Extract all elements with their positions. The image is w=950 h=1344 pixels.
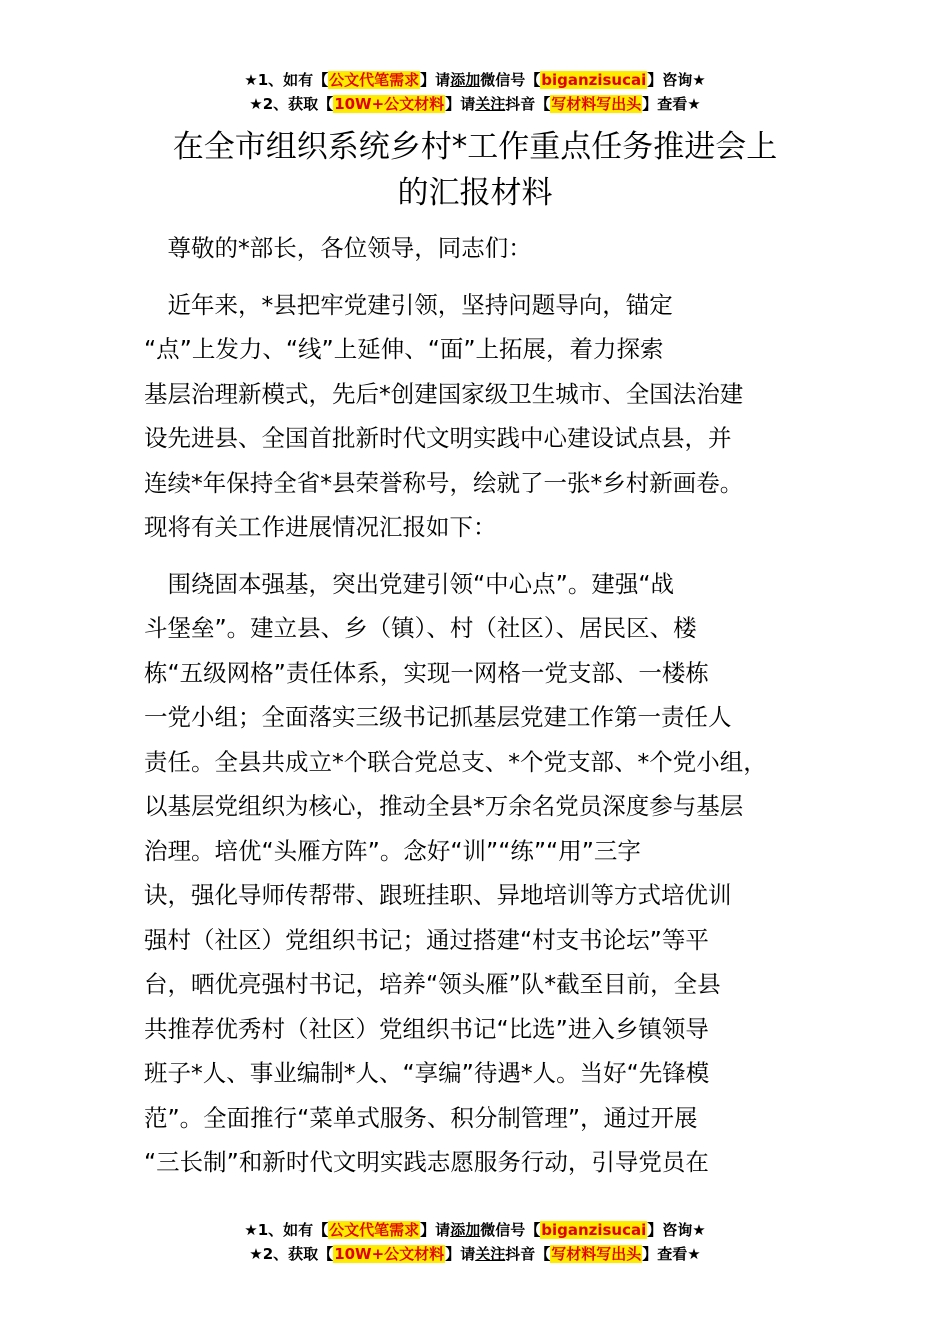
promo-text: 抖音【 <box>505 1245 551 1263</box>
paragraph-line: 责任。全县共成立*个联合党总支、*个党支部、*个党小组， <box>144 747 767 776</box>
paragraph-line: 围绕固本强基，突出党建引领“中心点”。建强“战 <box>144 569 675 598</box>
promo-text: ★1、如有【 <box>244 1221 329 1239</box>
paragraph-line: 强村（社区）党组织书记；通过搭建“村支书论坛”等平 <box>144 925 709 954</box>
promo-line-2 <box>0 92 950 116</box>
paragraph <box>144 562 834 1185</box>
paragraph-line: “点”上发力、“线”上延伸、“面”上拓展，着力探索 <box>144 335 664 363</box>
paragraph-line: 斗堡垒”。建立县、乡（镇）、村（社区）、居民区、楼 <box>144 614 697 642</box>
promo-line-1 <box>0 1218 950 1242</box>
promo-text: 】请 <box>420 71 451 89</box>
paragraph <box>144 283 834 550</box>
promo-text: 添加 <box>450 71 481 89</box>
highlighted-text: biganzisucai <box>541 1221 647 1239</box>
paragraph-line: 诀，强化导师传帮带、跟班挂职、异地培训等方式培优训 <box>144 881 732 909</box>
document-body <box>144 226 834 1197</box>
paragraph-line: 基层治理新模式，先后*创建国家级卫生城市、全国法治建 <box>144 379 744 408</box>
highlighted-text: biganzisucai <box>541 71 647 89</box>
highlighted-text: 10W+公文材料 <box>334 1245 445 1263</box>
paragraph-line: 班子*人、事业编制*人、“享编”待遇*人。当好“先锋模 <box>144 1059 710 1087</box>
highlighted-text: 公文代笔需求 <box>329 71 420 89</box>
paragraph-line: 一党小组；全面落实三级书记抓基层党建工作第一责任人 <box>144 703 732 731</box>
paragraph-line: 治理。培优“头雁方阵”。念好“训”“练”“用”三字 <box>144 836 641 865</box>
highlighted-text: 写材料写出头 <box>551 95 642 113</box>
promo-text: ★2、获取【 <box>249 1245 334 1263</box>
paragraph-line: 台，晒优亮强村书记，培养“领头雁”队*截至目前，全县 <box>144 970 721 998</box>
promo-text: 微信号【 <box>480 1221 541 1239</box>
promo-text: 】查看★ <box>642 1245 701 1263</box>
highlighted-text: 10W+公文材料 <box>334 95 445 113</box>
promo-banner-top <box>0 68 950 116</box>
salutation: 尊敬的*部长，各位领导，同志们： <box>144 234 532 262</box>
paragraph-line: 以基层党组织为核心，推动全县*万余名党员深度参与基层 <box>144 792 744 820</box>
paragraph-line: 共推荐优秀村（社区）党组织书记“比选”进入乡镇领导 <box>144 1014 709 1043</box>
paragraph-line: 栋“五级网格”责任体系，实现一网格一党支部、一楼栋 <box>144 658 709 687</box>
promo-text: 添加 <box>450 1221 481 1239</box>
promo-text: 】请 <box>445 1245 476 1263</box>
highlighted-text: 写材料写出头 <box>551 1245 642 1263</box>
document-title <box>120 124 830 216</box>
paragraph-line: 现将有关工作进展情况汇报如下： <box>144 513 497 541</box>
promo-text: 微信号【 <box>480 71 541 89</box>
promo-text: ★1、如有【 <box>244 71 329 89</box>
promo-text: 】请 <box>420 1221 451 1239</box>
paragraph-line: “三长制”和新时代文明实践志愿服务行动，引导党员在 <box>144 1148 709 1176</box>
paragraph-line: 设先进县、全国首批新时代文明实践中心建设试点县，并 <box>144 424 732 452</box>
promo-text: 关注 <box>475 95 506 113</box>
promo-text: ★2、获取【 <box>249 95 334 113</box>
paragraph-line: 连续*年保持全省*县荣誉称号，绘就了一张*乡村新画卷。 <box>144 468 744 497</box>
promo-line-2 <box>0 1242 950 1266</box>
highlighted-text: 公文代笔需求 <box>329 1221 420 1239</box>
promo-line-1 <box>0 68 950 92</box>
promo-text: 】请 <box>445 95 476 113</box>
promo-text: 关注 <box>475 1245 506 1263</box>
title-line-2: 的汇报材料 <box>397 175 553 211</box>
promo-text: 】咨询★ <box>647 1221 706 1239</box>
title-line-1: 在全市组织系统乡村*工作重点任务推进会上 <box>172 129 778 165</box>
promo-text: 】咨询★ <box>647 71 706 89</box>
paragraph-line: 近年来，*县把牢党建引领，坚持问题导向，锚定 <box>144 290 673 319</box>
promo-banner-bottom <box>0 1218 950 1266</box>
promo-text: 】查看★ <box>642 95 701 113</box>
paragraph-line: 范”。全面推行“菜单式服务、积分制管理”，通过开展 <box>144 1103 698 1132</box>
promo-text: 抖音【 <box>505 95 551 113</box>
